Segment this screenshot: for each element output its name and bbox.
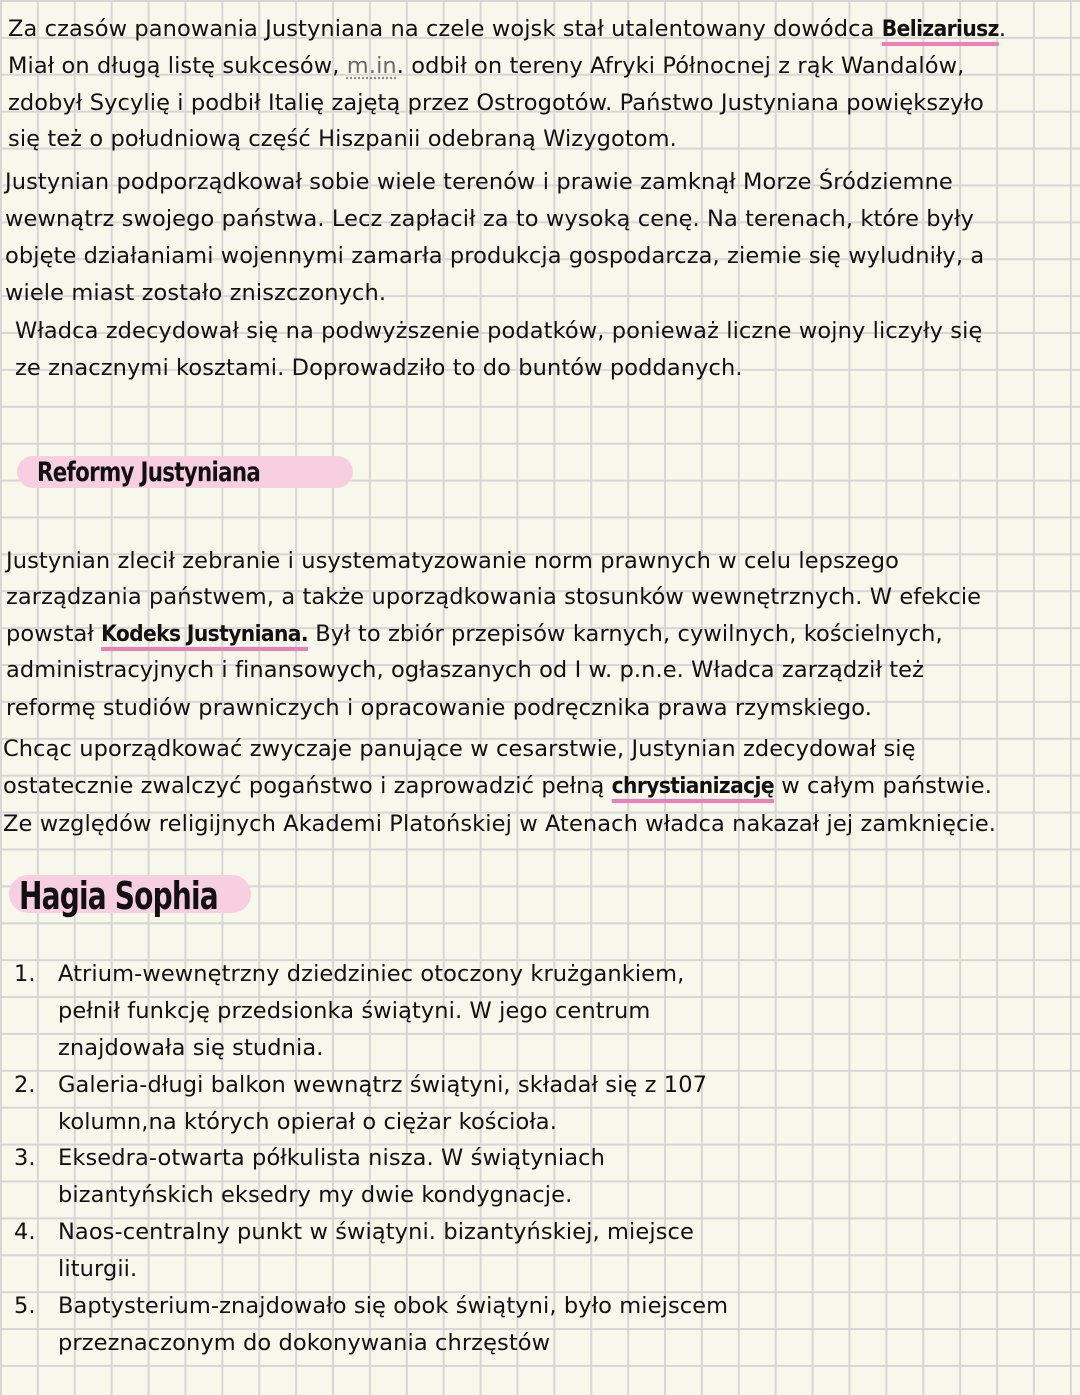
text-line: zdobył Sycylię i podbił Italię zajętą przez Ostrogotów. Państwo Justyniana powiększyło bbox=[8, 90, 984, 116]
text-line: objęte działaniami wojennymi zamarła produkcja gospodarcza, ziemie się wyludniły, a bbox=[5, 243, 985, 269]
heading-text: Reformy Justyniana bbox=[37, 457, 261, 488]
text-segment: w całym państwie. bbox=[774, 773, 992, 799]
text-line: Justynian zlecił zebranie i usystematyzowanie norm prawnych w celu lepszego bbox=[6, 548, 899, 574]
text-segment: ostatecznie zwalczyć pogaństwo i zaprowadzić pełną bbox=[3, 773, 612, 799]
text-line bbox=[3, 768, 992, 805]
list-item-line: Baptysterium-znajdowało się obok świątyni, było miejscem bbox=[58, 1293, 729, 1319]
text-segment: . odbił on tereny Afryki Północnej z rąk Wandalów, bbox=[396, 53, 965, 79]
text-segment: powstał bbox=[6, 621, 102, 647]
text-line bbox=[8, 48, 964, 85]
list-item-line: pełnił funkcję przedsionka świątyni. W jego centrum bbox=[58, 998, 651, 1024]
text-line: ze znacznymi kosztami. Doprowadziło to do buntów poddanych. bbox=[15, 355, 743, 381]
section-heading-hagia-sophia bbox=[9, 874, 251, 918]
text-segment: . bbox=[998, 16, 1007, 42]
list-item-line: bizantyńskich eksedry my dwie kondygnacje. bbox=[58, 1182, 573, 1208]
list-number: 2. bbox=[14, 1072, 36, 1098]
text-line: wiele miast zostało zniszczonych. bbox=[5, 280, 387, 306]
text-line bbox=[6, 616, 943, 653]
list-item-line: Naos-centralny punkt w świątyni. bizantyńskiej, miejsce bbox=[58, 1219, 694, 1245]
section-heading-reformy bbox=[17, 456, 353, 488]
list-item-line: przeznaczonym do dokonywania chrzęstów bbox=[58, 1330, 551, 1356]
list-item-line: kolumn,na których opierał o ciężar kościoła. bbox=[58, 1109, 557, 1135]
list-item-line: Galeria-długi balkon wewnątrz świątyni, składał się z 107 bbox=[58, 1072, 708, 1098]
text-line: Ze względów religijnych Akademi Platońskiej w Atenach władca nakazał jej zamknięcie. bbox=[3, 811, 997, 837]
list-item-line: Eksedra-otwarta półkulista nisza. W świątyniach bbox=[58, 1145, 605, 1171]
list-item-line: liturgii. bbox=[58, 1256, 138, 1282]
list-number: 3. bbox=[14, 1145, 36, 1171]
text-segment: Za czasów panowania Justyniana na czele wojsk stał utalentowany dowódca bbox=[8, 16, 882, 42]
text-segment: Miał on długą listę sukcesów, bbox=[8, 53, 347, 79]
list-item-line: znajdowała się studnia. bbox=[58, 1035, 324, 1061]
text-line: Władca zdecydował się na podwyższenie podatków, ponieważ liczne wojny liczyły się bbox=[15, 318, 983, 344]
list-number: 5. bbox=[14, 1293, 36, 1319]
highlighted-term-kodeks-justyniana: Kodeks Justyniana. bbox=[101, 621, 308, 647]
list-number: 1. bbox=[14, 961, 36, 987]
abbreviation-link: m.in bbox=[346, 53, 397, 79]
list-item-line: Atrium-wewnętrzny dziedziniec otoczony krużgankiem, bbox=[58, 961, 685, 987]
text-line: się też o południową część Hiszpanii odebraną Wizygotom. bbox=[8, 126, 677, 152]
highlighted-term-belizariusz: Belizariusz bbox=[881, 16, 999, 42]
text-line: administracyjnych i finansowych, ogłaszanych od I w. p.n.e. Władca zarządził też bbox=[6, 657, 925, 683]
text-segment: Był to zbiór przepisów karnych, cywilnych, kościelnych, bbox=[307, 621, 943, 647]
heading-text: Hagia Sophia bbox=[19, 874, 218, 918]
text-line: wewnątrz swojego państwa. Lecz zapłacił za to wysoką cenę. Na terenach, które były bbox=[5, 206, 975, 232]
text-line: zarządzania państwem, a także uporządkowania stosunków wewnętrznych. W efekcie bbox=[6, 584, 982, 610]
text-line bbox=[8, 11, 1006, 48]
text-line: Justynian podporządkował sobie wiele terenów i prawie zamknął Morze Śródziemne bbox=[5, 169, 953, 195]
list-number: 4. bbox=[14, 1219, 36, 1245]
text-line: reformę studiów prawniczych i opracowanie podręcznika prawa rzymskiego. bbox=[6, 695, 872, 721]
text-line: Chcąc uporządkować zwyczaje panujące w cesarstwie, Justynian zdecydował się bbox=[3, 736, 916, 762]
highlighted-term-chrystianizacja: chrystianizację bbox=[611, 773, 775, 799]
